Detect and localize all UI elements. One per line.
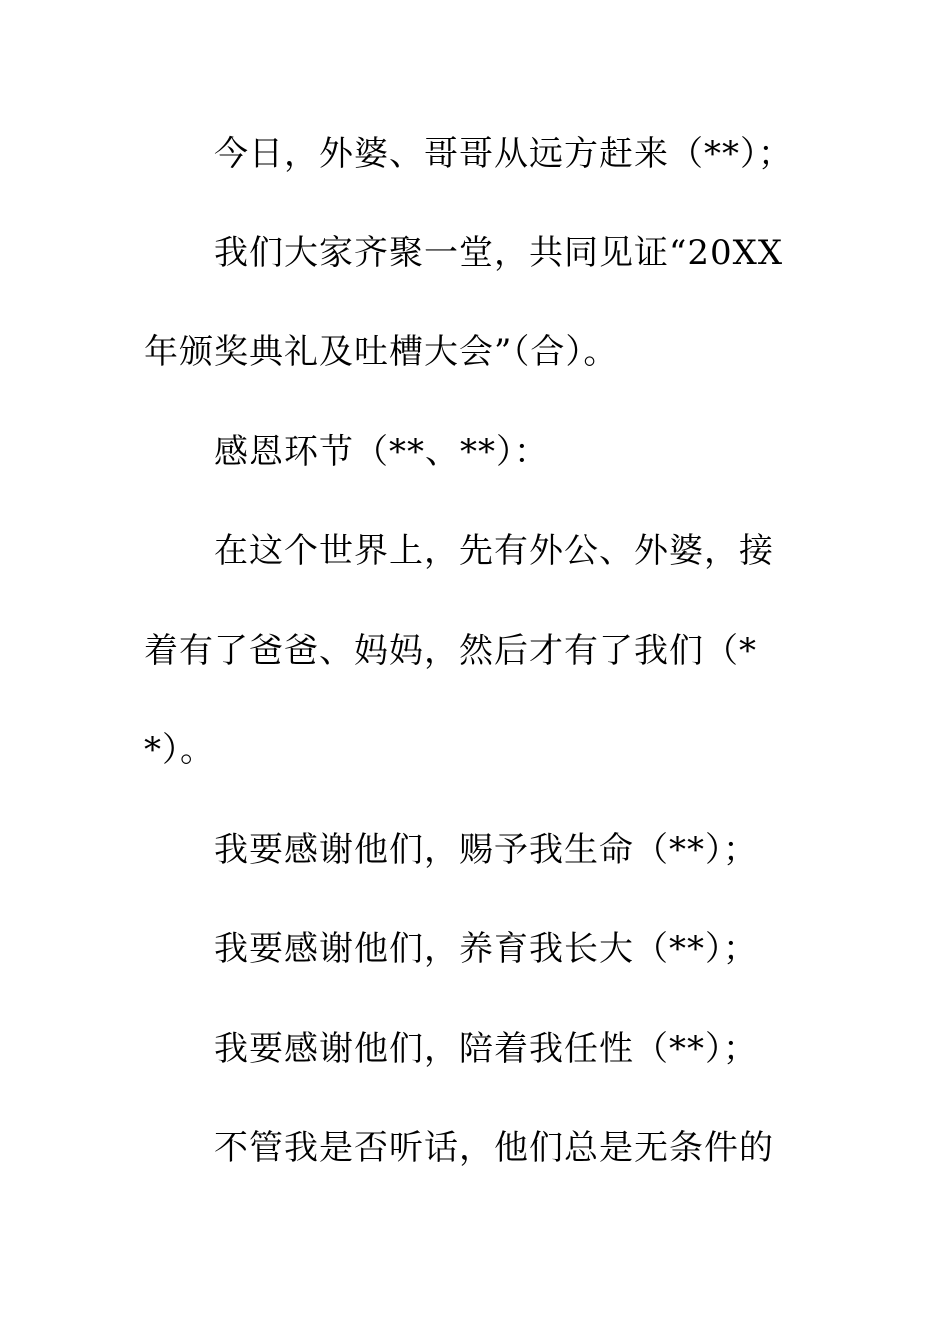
text-line-3: 年颁奖典礼及吐槽大会”（合）。 xyxy=(144,332,619,372)
text-line-8: 我要感谢他们，赐予我生命（**）； xyxy=(214,830,758,870)
text-line-2: 我们大家齐聚一堂，共同见证“20XX xyxy=(214,233,784,273)
text-line-9: 我要感谢他们，养育我长大（**）； xyxy=(214,929,758,969)
text-line-4: 感恩环节（**、**）： xyxy=(214,432,549,472)
text-line-1: 今日，外婆、哥哥从远方赶来（**）； xyxy=(214,134,793,174)
text-line-7: *）。 xyxy=(144,730,215,770)
text-line-10: 我要感谢他们，陪着我任性（**）； xyxy=(214,1029,758,1069)
text-line-11: 不管我是否听话，他们总是无条件的 xyxy=(214,1128,774,1168)
text-line-5: 在这个世界上，先有外公、外婆，接 xyxy=(214,531,774,571)
text-line-6: 着有了爸爸、妈妈，然后才有了我们（* xyxy=(144,631,757,671)
